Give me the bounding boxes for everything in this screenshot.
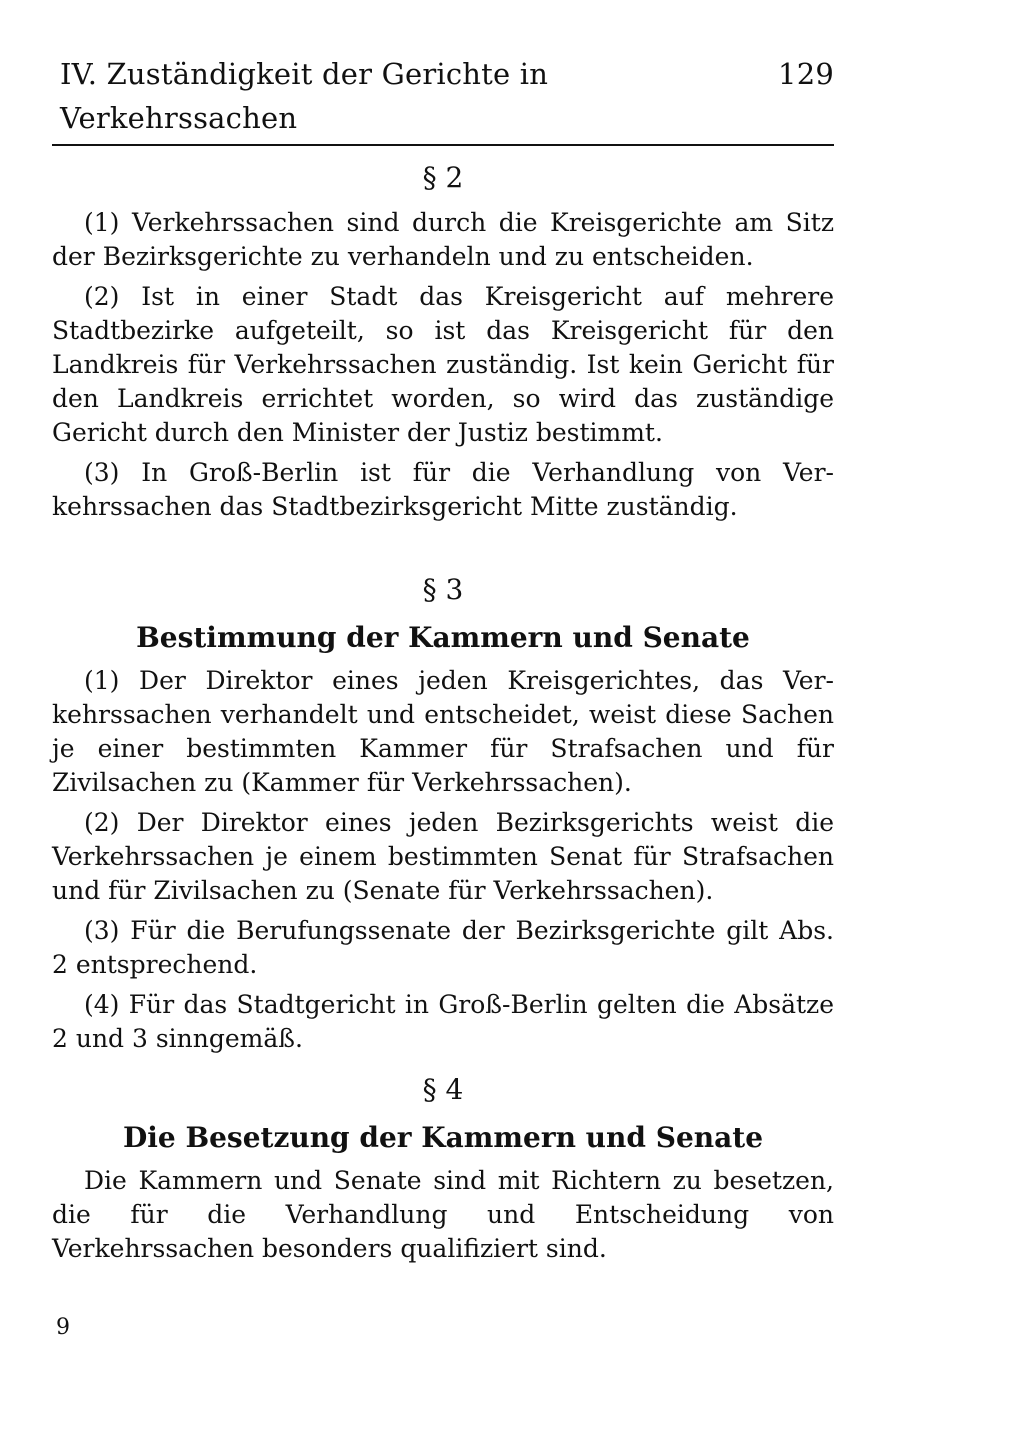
- section-4: [52, 1068, 834, 1266]
- paragraph: (2) Ist in einer Stadt das Kreisgericht auf mehrere Stadtbezirke aufgeteilt, so ist das Kreisgericht für den Landkreis für Verkehrssachen zuständig. Ist kein Gericht für den Landkreis errichtet worden, so wird das zuständige Gericht durch den Minister der Justiz bestimmt.: [52, 282, 834, 447]
- section-2: [52, 156, 834, 524]
- signature-mark: 9: [56, 1315, 70, 1340]
- section-number: § 3: [422, 573, 464, 606]
- header-title: IV. Zuständigkeit der Gerichte in Verkehrssachen: [60, 57, 549, 135]
- page: [52, 52, 834, 1266]
- page-number: 129: [778, 57, 834, 91]
- paragraph: (3) In Groß-Berlin ist für die Verhandlung von Verkehrssachen das Stadtbezirksgericht Mitte zuständig.: [52, 458, 834, 521]
- paragraph: (4) Für das Stadtgericht in Groß-Berlin gelten die Absätze 2 und 3 sinngemäß.: [52, 990, 834, 1053]
- paragraph: (1) Verkehrssachen sind durch die Kreisgerichte am Sitz der Bezirksgerichte zu verhandeln und zu entscheiden.: [52, 208, 834, 271]
- header-rule: [52, 144, 834, 146]
- section-3: [52, 568, 834, 1056]
- paragraph: (1) Der Direktor eines jeden Kreisgerichtes, das Verkehrssachen verhandelt und entscheidet, weist diese Sachen je einer bestimmten Kammer für Strafsachen und für Zivilsachen zu (Kammer für Verkehrssachen).: [52, 666, 834, 797]
- paragraph: (3) Für die Berufungssenate der Bezirksgerichte gilt Abs. 2 entsprechend.: [52, 916, 834, 979]
- paragraph: (2) Der Direktor eines jeden Bezirksgerichts weist die Verkehrssachen je einem bestimmten Senat für Strafsachen und für Zivilsachen zu (Senate für Verkehrssachen).: [52, 808, 834, 905]
- section-heading: Die Besetzung der Kammern und Senate: [122, 1121, 764, 1154]
- section-heading: Bestimmung der Kammern und Senate: [136, 621, 750, 654]
- paragraph: Die Kammern und Senate sind mit Richtern zu besetzen, die für die Verhandlung und Entscheidung von Verkehrssachen besonders qualifiziert sind.: [52, 1166, 834, 1263]
- section-number: § 2: [422, 161, 464, 194]
- running-header: [52, 52, 834, 140]
- section-number: § 4: [422, 1073, 464, 1106]
